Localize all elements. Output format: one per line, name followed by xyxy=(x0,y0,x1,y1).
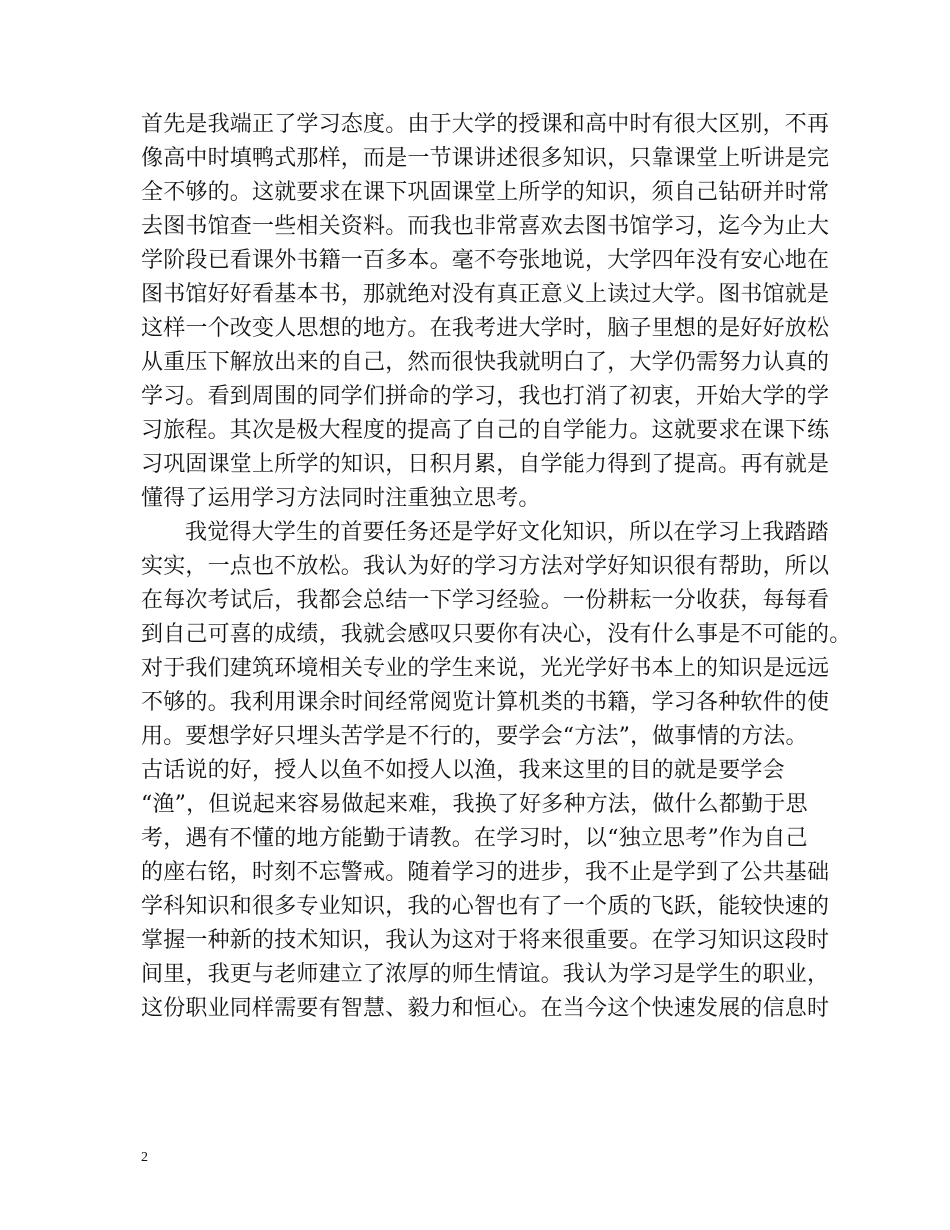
text-line: 到自己可喜的成绩，我就会感叹只要你有决心，没有什么事是不可能的。 xyxy=(141,622,852,647)
text-line: 考，遇有不懂的地方能勤于请教。在学习时，以“独立思考”作为自己 xyxy=(141,826,808,851)
text-line: 这样一个改变人思想的地方。在我考进大学时，脑子里想的是好好放松 xyxy=(141,316,830,341)
text-line: 图书馆好好看基本书，那就绝对没有真正意义上读过大学。图书馆就是 xyxy=(141,282,830,307)
text-line: 古话说的好，授人以鱼不如授人以渔，我来这里的目的就是要学会 xyxy=(141,758,785,783)
text-line: 用。要想学好只埋头苦学是不行的，要学会“方法”，做事情的方法。 xyxy=(141,724,808,749)
text-line: 首先是我端正了学习态度。由于大学的授课和高中时有很大区别，不再 xyxy=(141,112,830,137)
text-line: 对于我们建筑环境相关专业的学生来说，光光学好书本上的知识是远远 xyxy=(141,656,830,681)
text-line: 间里，我更与老师建立了浓厚的师生情谊。我认为学习是学生的职业， xyxy=(141,962,830,987)
text-line: 学阶段已看课外书籍一百多本。毫不夸张地说，大学四年没有安心地在 xyxy=(141,248,830,273)
text-line: 的座右铭，时刻不忘警戒。随着学习的进步，我不止是学到了公共基础 xyxy=(141,860,830,885)
text-line: 这份职业同样需要有智慧、毅力和恒心。在当今这个快速发展的信息时 xyxy=(141,996,830,1021)
text-line: 从重压下解放出来的自己，然而很快我就明白了，大学仍需努力认真的 xyxy=(141,350,830,375)
text-line: 习巩固课堂上所学的知识，日积月累，自学能力得到了提高。再有就是 xyxy=(141,452,830,477)
body-text xyxy=(141,108,852,1026)
page-number: 2 xyxy=(141,1150,148,1165)
text-line: 去图书馆查一些相关资料。而我也非常喜欢去图书馆学习，迄今为止大 xyxy=(141,214,830,239)
paragraph-start-line: 我觉得大学生的首要任务还是学好文化知识，所以在学习上我踏踏 xyxy=(185,520,829,545)
text-line: 学习。看到周围的同学们拼命的学习，我也打消了初衷，开始大学的学 xyxy=(141,384,830,409)
text-line: 像高中时填鸭式那样，而是一节课讲述很多知识，只靠课堂上听讲是完 xyxy=(141,146,830,171)
text-line: 习旅程。其次是极大程度的提高了自己的自学能力。这就要求在课下练 xyxy=(141,418,830,443)
text-line: 在每次考试后，我都会总结一下学习经验。一份耕耘一分收获，每每看 xyxy=(141,588,830,613)
text-line: 不够的。我利用课余时间经常阅览计算机类的书籍，学习各种软件的使 xyxy=(141,690,830,715)
text-line: 全不够的。这就要求在课下巩固课堂上所学的知识，须自己钻研并时常 xyxy=(141,180,830,205)
text-line: 学科知识和很多专业知识，我的心智也有了一个质的飞跃，能较快速的 xyxy=(141,894,830,919)
text-line: 实实，一点也不放松。我认为好的学习方法对学好知识很有帮助，所以 xyxy=(141,554,830,579)
text-line: “渔”，但说起来容易做起来难，我换了好多种方法，做什么都勤于思 xyxy=(141,792,808,817)
text-line: 懂得了运用学习方法同时注重独立思考。 xyxy=(141,486,541,511)
text-line: 掌握一种新的技术知识，我认为这对于将来很重要。在学习知识这段时 xyxy=(141,928,830,953)
